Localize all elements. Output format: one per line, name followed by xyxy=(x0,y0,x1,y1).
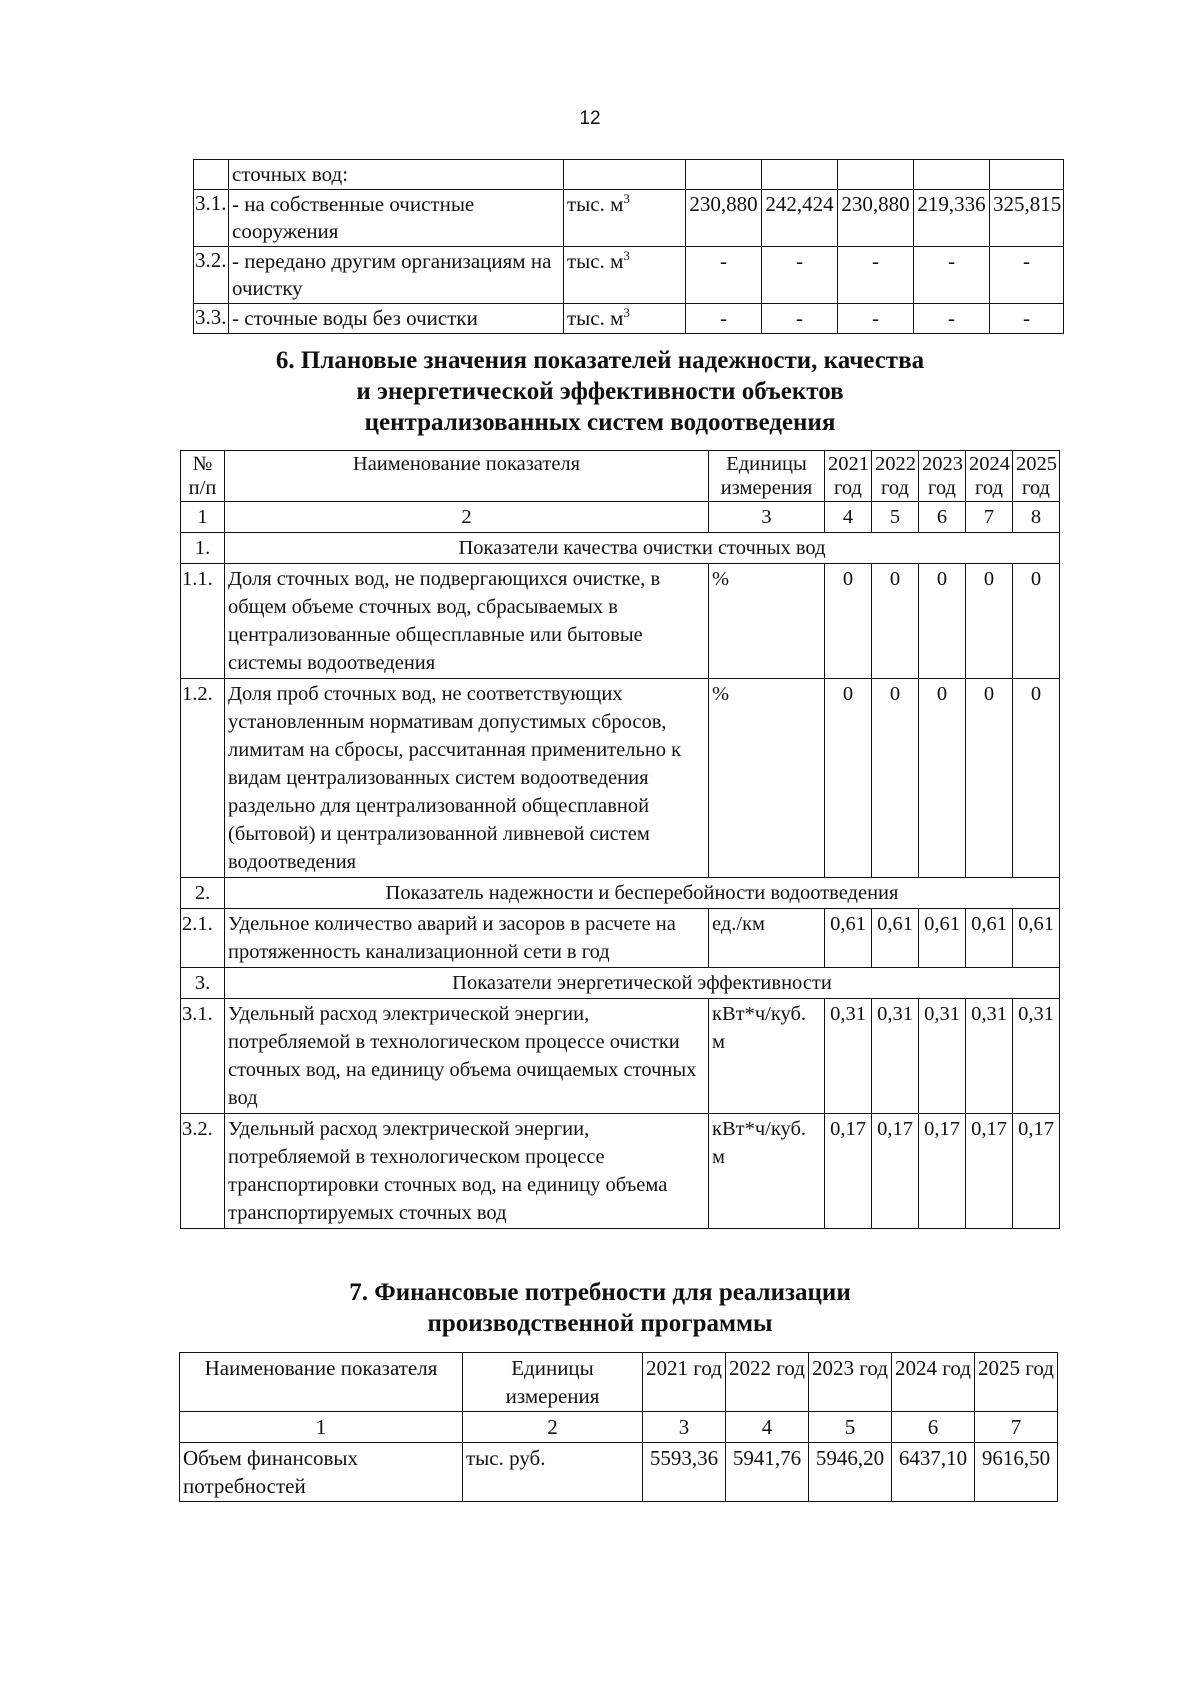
index-cell: 8 xyxy=(1013,502,1060,533)
col-header-year: 2025 год xyxy=(1013,451,1060,502)
col-header-unit: Единицы измерения xyxy=(463,1353,643,1412)
indicator-name: Доля проб сточных вод, не соответствующих установленным нормативам допустимых сбросов, лимитам на сбросы, рассчитанная применительно к видам централизованных систем водоотведения раздельно для централизованной общесплавной (бытовой) и централизованной ливневой систем водоотведения xyxy=(225,679,709,878)
table-row xyxy=(194,190,1064,247)
indicator-name: Доля сточных вод, не подвергающихся очистке, в общем объеме сточных вод, сбрасываемых в централизованные общесплавные или бытовые системы водоотведения xyxy=(225,564,709,679)
unit-cell: тыс. $м^3$ xyxy=(564,190,686,247)
table-header-row xyxy=(181,451,1060,502)
unit-cell: % xyxy=(709,679,825,878)
value-cell: 325,815 xyxy=(990,190,1064,247)
value-cell: - xyxy=(762,304,838,334)
value-cell: 0 xyxy=(825,564,872,679)
indicators-table xyxy=(180,450,1060,1229)
index-cell: 5 xyxy=(872,502,919,533)
section-row xyxy=(181,968,1060,999)
unit-cell: % xyxy=(709,564,825,679)
value-cell: 9616,50 xyxy=(975,1443,1058,1502)
page-number: 12 xyxy=(579,108,601,129)
table-row xyxy=(181,909,1060,968)
unit-cell: ед./км xyxy=(709,909,825,968)
value-cell: 0,61 xyxy=(1013,909,1060,968)
index-cell: 1 xyxy=(180,1412,463,1443)
index-cell: 2 xyxy=(463,1412,643,1443)
section-title: Показатель надежности и бесперебойности водоотведения xyxy=(225,878,1060,909)
value-cell: 0,31 xyxy=(966,999,1013,1114)
value-cell: 0 xyxy=(919,679,966,878)
indicator-name: Объем финансовых потребностей xyxy=(180,1443,463,1502)
row-number: 3.3. xyxy=(194,304,229,334)
value-cell: 0,61 xyxy=(966,909,1013,968)
value-cell: 0,17 xyxy=(872,1114,919,1229)
col-header-name: Наименование показателя xyxy=(225,451,709,502)
value-cell: - xyxy=(686,247,762,304)
unit-cell: кВт*ч/куб. м xyxy=(709,1114,825,1229)
col-header-name: Наименование показателя xyxy=(180,1353,463,1412)
section-number: 2. xyxy=(181,878,225,909)
table-row xyxy=(181,679,1060,878)
value-cell: 0 xyxy=(966,564,1013,679)
index-cell: 4 xyxy=(726,1412,809,1443)
value-cell: - xyxy=(990,304,1064,334)
value-cell xyxy=(990,160,1064,190)
value-cell: 5946,20 xyxy=(809,1443,892,1502)
col-header-year: 2024 год xyxy=(966,451,1013,502)
table-row xyxy=(181,1114,1060,1229)
value-cell: - xyxy=(838,304,914,334)
value-cell: 0,31 xyxy=(872,999,919,1114)
table-row xyxy=(194,160,1064,190)
section-number: 1. xyxy=(181,533,225,564)
unit-cell: тыс. $м^3$ xyxy=(564,247,686,304)
index-cell: 3 xyxy=(643,1412,726,1443)
value-cell: 219,336 xyxy=(914,190,990,247)
row-number: 3.2. xyxy=(194,247,229,304)
value-cell: 5941,76 xyxy=(726,1443,809,1502)
value-cell: 0 xyxy=(825,679,872,878)
col-header-number: № п/п xyxy=(181,451,225,502)
section-title: Показатели качества очистки сточных вод xyxy=(225,533,1060,564)
indicator-name: Удельное количество аварий и засоров в расчете на протяженность канализационной сети в год xyxy=(225,909,709,968)
section-title: Показатели энергетической эффективности xyxy=(225,968,1060,999)
table-header-row xyxy=(180,1353,1058,1412)
unit-cell xyxy=(564,160,686,190)
row-number: 2.1. xyxy=(181,909,225,968)
index-cell: 1 xyxy=(181,502,225,533)
value-cell: - xyxy=(990,247,1064,304)
index-row xyxy=(180,1412,1058,1443)
value-cell: 0 xyxy=(872,564,919,679)
index-row xyxy=(181,502,1060,533)
table-row xyxy=(181,564,1060,679)
col-header-year: 2025 год xyxy=(975,1353,1058,1412)
value-cell: 230,880 xyxy=(838,190,914,247)
index-cell: 3 xyxy=(709,502,825,533)
row-number xyxy=(194,160,229,190)
col-header-year: 2022 год xyxy=(872,451,919,502)
index-cell: 7 xyxy=(975,1412,1058,1443)
value-cell: 0,31 xyxy=(825,999,872,1114)
value-cell: 0 xyxy=(1013,564,1060,679)
row-number: 1.1. xyxy=(181,564,225,679)
col-header-year: 2023 год xyxy=(919,451,966,502)
value-cell: 0,61 xyxy=(872,909,919,968)
financial-needs-table xyxy=(179,1352,1058,1502)
value-cell: - xyxy=(838,247,914,304)
value-cell: 6437,10 xyxy=(892,1443,975,1502)
section-number: 3. xyxy=(181,968,225,999)
col-header-unit: Единицы измерения xyxy=(709,451,825,502)
value-cell: 0,17 xyxy=(966,1114,1013,1229)
value-cell: 5593,36 xyxy=(643,1443,726,1502)
section-row xyxy=(181,878,1060,909)
unit-cell: тыс. $м^3$ xyxy=(564,304,686,334)
value-cell: - xyxy=(686,304,762,334)
indicator-name: - на собственные очистные сооружения xyxy=(229,190,564,247)
wastewater-volume-table xyxy=(193,159,1064,334)
row-number: 3.2. xyxy=(181,1114,225,1229)
section-7-title: 7. Финансовые потребности для реализации производственной программы xyxy=(349,1279,851,1337)
index-cell: 6 xyxy=(892,1412,975,1443)
col-header-year: 2022 год xyxy=(726,1353,809,1412)
indicator-name: Удельный расход электрической энергии, потребляемой в технологическом процессе транспортировки сточных вод, на единицу объема транспортируемых сточных вод xyxy=(225,1114,709,1229)
value-cell: 0,17 xyxy=(919,1114,966,1229)
col-header-year: 2024 год xyxy=(892,1353,975,1412)
value-cell: 0,31 xyxy=(919,999,966,1114)
index-cell: 6 xyxy=(919,502,966,533)
value-cell: - xyxy=(762,247,838,304)
unit-cell: тыс. руб. xyxy=(463,1443,643,1502)
index-cell: 5 xyxy=(809,1412,892,1443)
col-header-year: 2021 год xyxy=(643,1353,726,1412)
table-row xyxy=(194,247,1064,304)
unit-cell: кВт*ч/куб. м xyxy=(709,999,825,1114)
index-cell: 4 xyxy=(825,502,872,533)
value-cell: - xyxy=(914,304,990,334)
table-row xyxy=(180,1443,1058,1502)
value-cell: - xyxy=(914,247,990,304)
value-cell: 0 xyxy=(919,564,966,679)
value-cell: 0 xyxy=(872,679,919,878)
value-cell xyxy=(838,160,914,190)
value-cell xyxy=(914,160,990,190)
row-number: 3.1. xyxy=(194,190,229,247)
table-row xyxy=(181,999,1060,1114)
row-number: 3.1. xyxy=(181,999,225,1114)
value-cell: 0,17 xyxy=(825,1114,872,1229)
col-header-year: 2021 год xyxy=(825,451,872,502)
value-cell: 242,424 xyxy=(762,190,838,247)
value-cell: 0,61 xyxy=(825,909,872,968)
indicator-name: - передано другим организациям на очистку xyxy=(229,247,564,304)
value-cell: 0,17 xyxy=(1013,1114,1060,1229)
row-number: 1.2. xyxy=(181,679,225,878)
index-cell: 7 xyxy=(966,502,1013,533)
indicator-name: - сточные воды без очистки xyxy=(229,304,564,334)
value-cell: 230,880 xyxy=(686,190,762,247)
value-cell: 0 xyxy=(966,679,1013,878)
value-cell: 0 xyxy=(1013,679,1060,878)
indicator-name: сточных вод: xyxy=(229,160,564,190)
section-6-title: 6. Плановые значения показателей надежности, качества и энергетической эффективности объектов централизованных систем водоотведения xyxy=(275,347,925,436)
indicator-name: Удельный расход электрической энергии, потребляемой в технологическом процессе очистки сточных вод, на единицу объема очищаемых сточных вод xyxy=(225,999,709,1114)
value-cell xyxy=(762,160,838,190)
table-row xyxy=(194,304,1064,334)
section-row xyxy=(181,533,1060,564)
value-cell: 0,31 xyxy=(1013,999,1060,1114)
index-cell: 2 xyxy=(225,502,709,533)
col-header-year: 2023 год xyxy=(809,1353,892,1412)
value-cell: 0,61 xyxy=(919,909,966,968)
value-cell xyxy=(686,160,762,190)
